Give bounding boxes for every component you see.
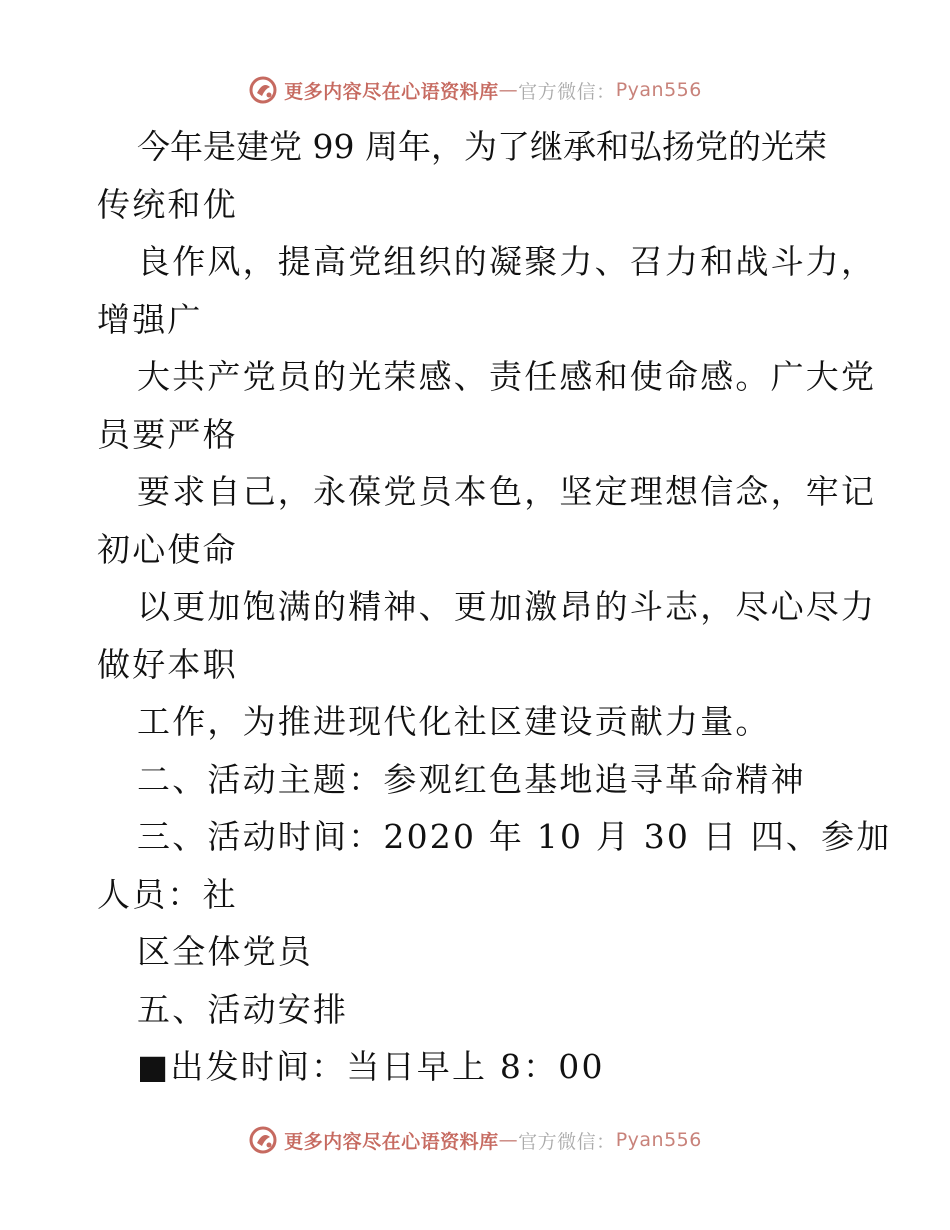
paragraph-line: 人员：社 [97,874,238,914]
section-heading-schedule: 五、活动安排 [137,989,349,1029]
header-watermark [0,70,950,110]
watermark-main-text: 更多内容尽在心语资料库 [284,80,499,103]
paragraph-line: 工作，为推进现代化社区建设贡献力量。 [137,702,771,741]
watermark-separator: — [498,79,519,101]
paragraph-line: 做好本职 [97,644,238,684]
watermark-wechat-id: Pyan556 [615,1129,702,1151]
paragraph-line: 大共产党员的光荣感、责任感和使命感。广大党 [137,357,877,396]
paragraph-line [97,118,857,176]
departure-time-item: ■出发时间：当日早上 8：00 [137,1047,605,1086]
watermark-wechat-id: Pyan556 [615,79,702,101]
section-heading-time: 三、活动时间：2020 年 10 月 30 日 四、参加 [137,817,892,856]
document-body [97,118,892,1096]
logo-icon [248,1125,278,1155]
paragraph-line: 增强广 [97,299,203,339]
watermark-main-text: 更多内容尽在心语资料库 [284,1130,499,1153]
paragraph-line: 要求自己，永葆党员本色，坚定理想信念，牢记 [137,472,877,511]
paragraph-line: 初心使命 [97,529,238,569]
logo-icon [248,75,278,105]
section-heading-theme: 二、活动主题：参观红色基地追寻革命精神 [137,759,806,799]
watermark-separator: — [498,1129,519,1151]
watermark-label: 官方微信： [518,1130,616,1153]
paragraph-line: 传统和优 [97,184,238,224]
paragraph-line: 良作风，提高党组织的凝聚力、召力和战斗力， [137,242,877,281]
paragraph-line: 以更加饱满的精神、更加激昂的斗志，尽心尽力 [137,587,877,626]
paragraph-line: 区全体党员 [137,932,313,971]
footer-watermark [0,1120,950,1160]
paragraph-line: 员要严格 [97,414,238,454]
watermark-label: 官方微信： [518,80,616,103]
line-text: 今年是建党 99 周年，为了继承和弘扬党的光荣 [137,127,827,166]
